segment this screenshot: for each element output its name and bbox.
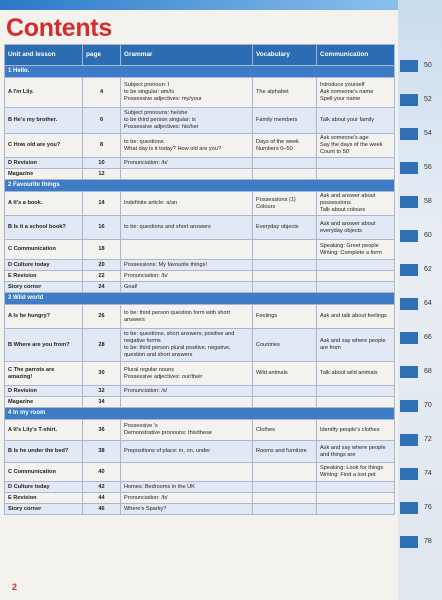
communication-cell: Ask someone's age Say the days of the week Count to 50 [317,134,395,158]
table-row [5,108,395,134]
table-row [5,420,395,441]
communication-cell [317,260,395,271]
table-row [5,282,395,293]
lesson-cell: C Communication [5,240,83,260]
grammar-cell: Subject pronoun: I to be singular: am/is Possessive adjectives: my/your [121,78,253,108]
vocabulary-cell [253,169,317,180]
vocabulary-cell: Rooms and furniture [253,441,317,463]
vocabulary-cell: Days of the week Numbers 0–50 [253,134,317,158]
side-page-number: 52 [424,96,432,103]
lesson-cell: E Revision [5,271,83,282]
table-row [5,240,395,260]
vocabulary-cell: Countries [253,329,317,362]
page-cell: 40 [83,463,121,482]
grammar-cell: Goal! [121,282,253,293]
header-grammar: Grammar [121,45,253,66]
page-cell: 32 [83,386,121,397]
lesson-cell: D Revision [5,158,83,169]
unit-title: 2 Favourite things [5,180,395,192]
lesson-cell: B He's my brother. [5,108,83,134]
communication-cell: Introduce yourself Ask someone's name Spell your name [317,78,395,108]
grammar-cell: Plural regular nouns Possessive adjectives: our/their [121,362,253,386]
side-page-strip [400,400,418,412]
lesson-cell: C The parrots are amazing! [5,362,83,386]
vocabulary-cell: Everyday objects [253,216,317,240]
header-vocabulary: Vocabulary [253,45,317,66]
table-row [5,134,395,158]
vocabulary-cell [253,493,317,504]
communication-cell: Identify people's clothes [317,420,395,441]
vocabulary-cell [253,282,317,293]
lesson-cell: B Is he under the bed? [5,441,83,463]
side-page-number: 58 [424,198,432,205]
unit-header-row [5,180,395,192]
lesson-cell: Magazine [5,397,83,408]
lesson-cell: D Culture today [5,260,83,271]
side-page-strip [400,332,418,344]
table-row [5,397,395,408]
page-cell: 14 [83,192,121,216]
table-row [5,482,395,493]
side-page-number: 72 [424,436,432,443]
grammar-cell: Pronunciation: /b/ [121,158,253,169]
page-cell: 4 [83,78,121,108]
vocabulary-cell: Family members [253,108,317,134]
side-page-strip [400,196,418,208]
unit-title: 3 Wild world [5,293,395,305]
page-cell: 8 [83,134,121,158]
communication-cell [317,504,395,515]
lesson-cell: Story corner [5,282,83,293]
page-number: 2 [12,582,18,592]
side-page-strip [400,128,418,140]
side-page-strip [400,502,418,514]
lesson-cell: C Communication [5,463,83,482]
lesson-cell: B Is it a school book? [5,216,83,240]
grammar-cell: to be: questions What day is it today? How old are you? [121,134,253,158]
side-page-strip [400,94,418,106]
page-cell: 46 [83,504,121,515]
communication-cell: Ask and talk about feelings [317,305,395,329]
vocabulary-cell: Possessions (1) Colours [253,192,317,216]
grammar-cell [121,169,253,180]
page-cell: 20 [83,260,121,271]
page-cell: 12 [83,169,121,180]
page-cell: 22 [83,271,121,282]
side-page-number: 50 [424,62,432,69]
side-page-strip [400,298,418,310]
vocabulary-cell [253,482,317,493]
table-header-row [5,45,395,66]
side-page-number: 66 [424,334,432,341]
side-page-strip [400,366,418,378]
side-page-strip [400,536,418,548]
communication-cell [317,282,395,293]
table-row [5,441,395,463]
communication-cell [317,397,395,408]
table-row [5,158,395,169]
grammar-cell: Pronunciation: /b/ [121,271,253,282]
grammar-cell: Possessions: My favourite things! [121,260,253,271]
lesson-cell: A I'm Lily. [5,78,83,108]
page-cell: 6 [83,108,121,134]
header-communication: Communication [317,45,395,66]
side-page-number: 56 [424,164,432,171]
unit-header-row [5,408,395,420]
vocabulary-cell: Wild animals [253,362,317,386]
table-row [5,329,395,362]
communication-cell: Speaking: Greet people Writing: Complete a form [317,240,395,260]
grammar-cell: Possessive 's Demonstrative pronouns: this/these [121,420,253,441]
communication-cell: Ask and answer about everyday objects [317,216,395,240]
table-row [5,504,395,515]
lesson-cell: A It's Lily's T-shirt. [5,420,83,441]
page-cell: 18 [83,240,121,260]
grammar-cell [121,240,253,260]
header-unit: Unit and lesson [5,45,83,66]
table-row [5,493,395,504]
side-page-number: 76 [424,504,432,511]
grammar-cell: Where's Sparky? [121,504,253,515]
vocabulary-cell [253,504,317,515]
table-row [5,216,395,240]
lesson-cell: D Revision [5,386,83,397]
page-cell: 24 [83,282,121,293]
lesson-cell: E Revision [5,493,83,504]
lesson-cell: D Culture today [5,482,83,493]
table-row [5,260,395,271]
communication-cell [317,493,395,504]
vocabulary-cell: Clothes [253,420,317,441]
unit-header-row [5,293,395,305]
side-page-strip [400,162,418,174]
grammar-cell: Subject pronouns: he/she to be third person singular: is Possessive adjectives: his/her [121,108,253,134]
lesson-cell: A It's a book. [5,192,83,216]
grammar-cell: Pronunciation: /s/ [121,386,253,397]
lesson-cell: B Where are you from? [5,329,83,362]
page-cell: 10 [83,158,121,169]
header-page: page [83,45,121,66]
contents-table [4,44,395,515]
vocabulary-cell [253,271,317,282]
page-cell: 30 [83,362,121,386]
side-page-number: 60 [424,232,432,239]
lesson-cell: A Is he hungry? [5,305,83,329]
table-row [5,192,395,216]
grammar-cell: Pronunciation: /b/ [121,493,253,504]
page-cell: 44 [83,493,121,504]
vocabulary-cell [253,158,317,169]
lesson-cell: C How old are you? [5,134,83,158]
grammar-cell: Prepositions of place: in, on, under [121,441,253,463]
grammar-cell: Homes: Bedrooms in the UK [121,482,253,493]
vocabulary-cell [253,386,317,397]
adjacent-page-edge [398,0,442,600]
communication-cell [317,169,395,180]
communication-cell: Ask and answer about possessions Talk about colours [317,192,395,216]
vocabulary-cell [253,463,317,482]
table-row [5,271,395,282]
vocabulary-cell [253,397,317,408]
side-page-strip [400,264,418,276]
page-cell: 16 [83,216,121,240]
page-cell: 36 [83,420,121,441]
table-row [5,305,395,329]
page-cell: 26 [83,305,121,329]
communication-cell: Talk about your family [317,108,395,134]
communication-cell [317,271,395,282]
side-page-number: 74 [424,470,432,477]
table-row [5,463,395,482]
unit-title: 1 Hello. [5,66,395,78]
side-page-number: 68 [424,368,432,375]
table-row [5,169,395,180]
side-page-number: 64 [424,300,432,307]
side-page-number: 54 [424,130,432,137]
table-row [5,362,395,386]
vocabulary-cell [253,260,317,271]
table-row [5,78,395,108]
table-row [5,386,395,397]
side-page-number: 78 [424,538,432,545]
communication-cell: Talk about wild animals [317,362,395,386]
lesson-cell: Magazine [5,169,83,180]
communication-cell: Speaking: Look for things Writing: Find a lost pet [317,463,395,482]
grammar-cell [121,463,253,482]
page-cell: 38 [83,441,121,463]
grammar-cell: Indefinite article: a/an [121,192,253,216]
communication-cell [317,386,395,397]
page-cell: 42 [83,482,121,493]
side-page-number: 70 [424,402,432,409]
unit-title: 4 In my room [5,408,395,420]
lesson-cell: Story corner [5,504,83,515]
page-cell: 28 [83,329,121,362]
unit-header-row [5,66,395,78]
top-color-band [0,0,412,10]
side-page-number: 62 [424,266,432,273]
page-cell: 34 [83,397,121,408]
side-page-strip [400,434,418,446]
vocabulary-cell: Feelings [253,305,317,329]
communication-cell [317,158,395,169]
grammar-cell: to be: questions and short answers [121,216,253,240]
communication-cell [317,482,395,493]
side-page-strip [400,60,418,72]
communication-cell: Ask and say where people and things are [317,441,395,463]
side-page-strip [400,230,418,242]
side-page-strip [400,468,418,480]
grammar-cell: to be: questions, short answers, positive and negative forms to be: third person plural positive, negative, question and short answers [121,329,253,362]
grammar-cell: to be: third person question form with short answers [121,305,253,329]
page-title: Contents [6,14,112,42]
vocabulary-cell [253,240,317,260]
communication-cell: Ask and say where people are from [317,329,395,362]
grammar-cell [121,397,253,408]
vocabulary-cell: The alphabet [253,78,317,108]
